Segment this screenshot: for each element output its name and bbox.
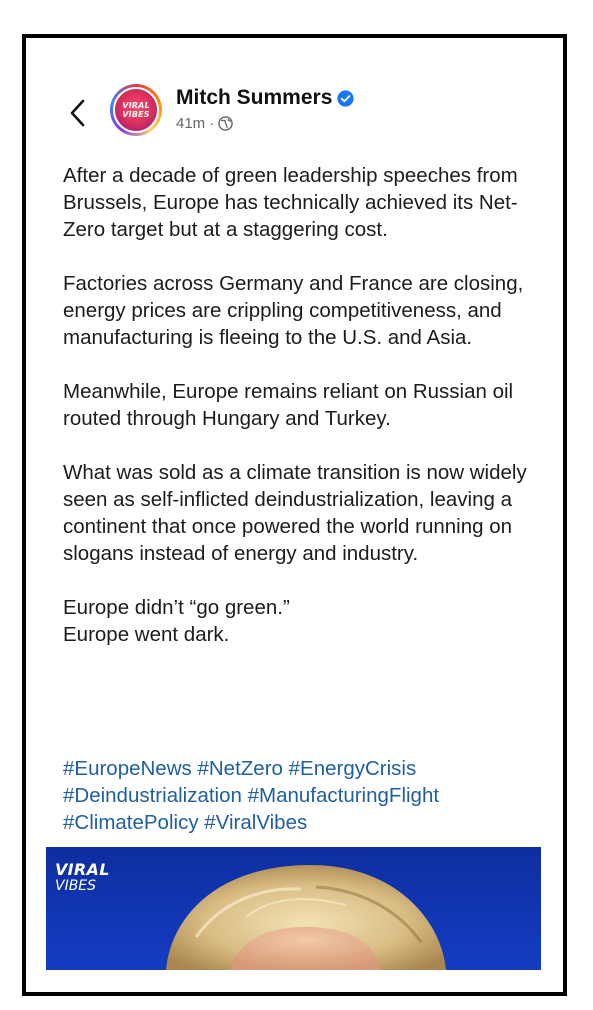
media-watermark bbox=[55, 861, 110, 895]
post-paragraph bbox=[63, 459, 543, 567]
post-text-line: Europe went dark. bbox=[63, 623, 230, 646]
post-timestamp[interactable]: 41m bbox=[176, 115, 206, 132]
meta-separator: · bbox=[209, 115, 215, 132]
avatar-logo bbox=[113, 87, 159, 133]
post-paragraph bbox=[63, 594, 543, 648]
hashtag-link[interactable]: #ManufacturingFlight bbox=[247, 784, 440, 807]
globe-icon bbox=[218, 116, 233, 131]
post-text-line: After a decade of green leadership speeches from Brussels, Europe has technically achieved its Net-Zero target but at a staggering cost. bbox=[63, 164, 518, 241]
author-name[interactable]: Mitch Summers bbox=[176, 86, 333, 109]
post-paragraph bbox=[63, 270, 543, 351]
media-portrait bbox=[46, 847, 541, 970]
chevron-left-icon bbox=[66, 98, 90, 128]
post-body bbox=[63, 162, 543, 648]
post-text-line: Factories across Germany and France are closing, energy prices are crippling competitiveness, and manufacturing is fleeing to the U.S. and Asia. bbox=[63, 272, 524, 349]
watermark-line1: VIRAL bbox=[55, 860, 110, 879]
post-paragraph bbox=[63, 378, 543, 432]
post-text-line: What was sold as a climate transition is now widely seen as self-inflicted deindustrialization, leaving a continent that once powered the world running on slogans instead of energy and industry. bbox=[63, 461, 527, 565]
post-frame bbox=[22, 34, 567, 996]
verified-badge-icon bbox=[337, 90, 354, 107]
author-row bbox=[176, 86, 354, 110]
hashtag-link[interactable]: #EuropeNews bbox=[63, 757, 192, 780]
hashtag-list bbox=[63, 755, 543, 836]
post-text-line: Meanwhile, Europe remains reliant on Russian oil routed through Hungary and Turkey. bbox=[63, 380, 514, 430]
avatar-text-line1: VIRAL bbox=[122, 101, 150, 110]
avatar-text-line2: VIBES bbox=[122, 110, 150, 119]
hashtag-link[interactable]: #NetZero bbox=[197, 757, 283, 780]
hashtag-link[interactable]: #EnergyCrisis bbox=[288, 757, 417, 780]
avatar[interactable] bbox=[110, 84, 162, 136]
hashtag-link[interactable]: #Deindustrialization bbox=[63, 784, 242, 807]
post-media[interactable] bbox=[46, 847, 541, 970]
back-button[interactable] bbox=[66, 98, 90, 128]
post-text-line: Europe didn’t “go green.” bbox=[63, 596, 290, 619]
watermark-line2: VIBES bbox=[55, 878, 97, 894]
post-paragraph bbox=[63, 162, 543, 243]
hashtag-link[interactable]: #ViralVibes bbox=[204, 811, 308, 834]
post-header bbox=[26, 38, 563, 138]
post-meta bbox=[176, 115, 233, 132]
hashtag-link[interactable]: #ClimatePolicy bbox=[63, 811, 199, 834]
